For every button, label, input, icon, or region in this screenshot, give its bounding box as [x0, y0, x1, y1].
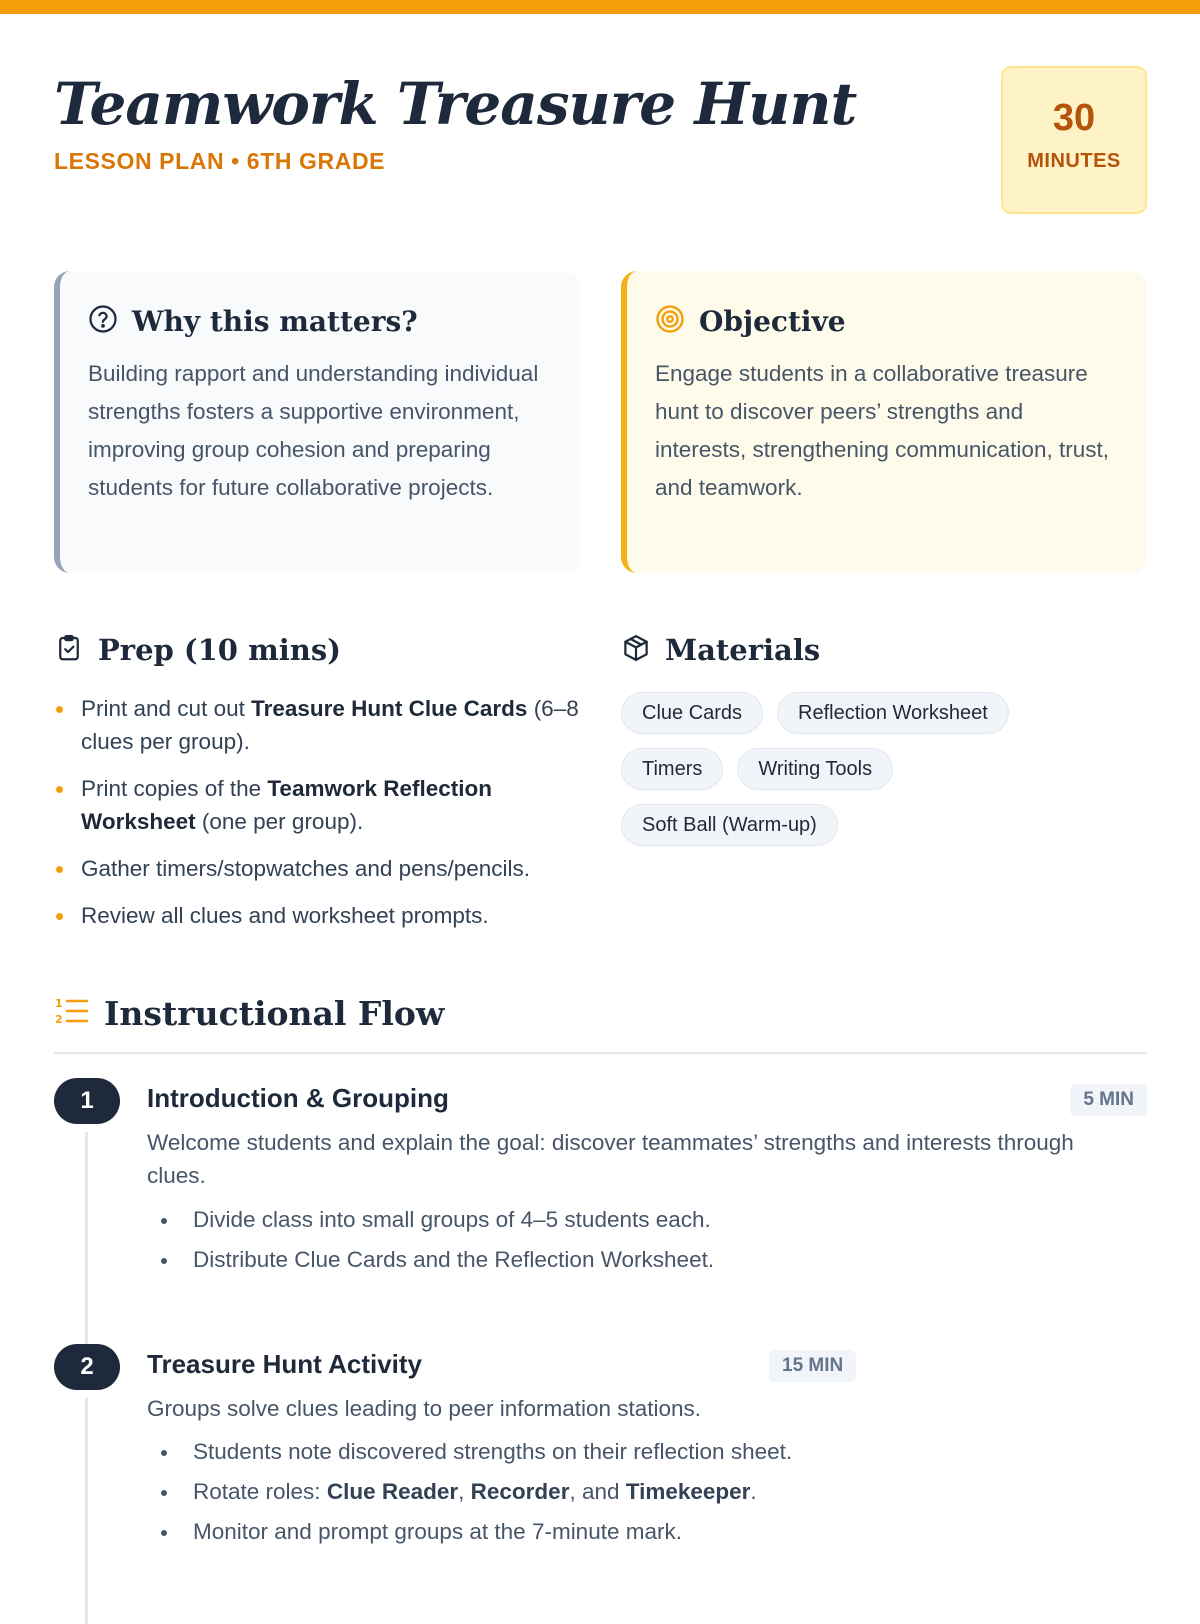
why-card: [54, 271, 580, 573]
prep-item: Print and cut out Treasure Hunt Clue Cards (6–8 clues per group).: [54, 692, 594, 758]
top-accent-bar: [0, 0, 1200, 14]
step-bullet: Students note discovered strengths on their reflection sheet.: [147, 1432, 1137, 1472]
instructional-flow-section: [54, 990, 1147, 1054]
question-circle-icon: [88, 304, 118, 339]
svg-text:1: 1: [55, 996, 63, 1010]
clipboard-check-icon: [54, 633, 84, 668]
materials-chips: [621, 692, 1101, 860]
why-card-title: Why this matters?: [132, 304, 418, 338]
step-connector: [85, 1398, 88, 1624]
numbered-list-icon: [54, 995, 90, 1032]
step-title: Introduction & Grouping: [147, 1083, 449, 1113]
duration-unit: MINUTES: [1027, 150, 1121, 172]
step-duration-badge: 5 MIN: [1070, 1084, 1147, 1116]
duration-value: 30: [1052, 97, 1096, 139]
material-chip: Soft Ball (Warm-up): [621, 804, 838, 846]
material-chip: Clue Cards: [621, 692, 763, 734]
target-icon: [655, 304, 685, 339]
package-icon: [621, 633, 651, 668]
prep-item: Review all clues and worksheet prompts.: [54, 899, 594, 932]
prep-section: [54, 628, 594, 946]
material-chip: Writing Tools: [737, 748, 893, 790]
material-chip: Reflection Worksheet: [777, 692, 1009, 734]
step-bullets: [147, 1432, 1137, 1552]
header: [54, 66, 1147, 216]
step-description: Groups solve clues leading to peer information stations.: [147, 1396, 702, 1421]
prep-item: Print copies of the Teamwork Reflection Worksheet (one per group).: [54, 772, 594, 838]
step-bullet: Divide class into small groups of 4–5 students each.: [147, 1200, 1137, 1240]
step-bullets: [147, 1200, 1137, 1280]
step-bullet: Distribute Clue Cards and the Reflection Worksheet.: [147, 1240, 1137, 1280]
step-number: 2: [54, 1344, 120, 1390]
material-chip: Timers: [621, 748, 723, 790]
objective-card-title: Objective: [699, 304, 846, 338]
page-subtitle: LESSON PLAN • 6TH GRADE: [54, 148, 386, 174]
step-connector: [85, 1132, 88, 1376]
step-bullet: Monitor and prompt groups at the 7-minute mark.: [147, 1512, 1137, 1552]
svg-text:2: 2: [55, 1012, 63, 1026]
why-card-body: Building rapport and understanding individual strengths fosters a supportive environment, improving group cohesion and preparing students for future collaborative projects.: [88, 361, 539, 500]
objective-card: [621, 271, 1147, 573]
step-number: 1: [54, 1078, 120, 1124]
objective-card-body: Engage students in a collaborative treasure hunt to discover peers’ strengths and interests, strengthening communication, trust, and teamwork.: [655, 361, 1109, 500]
step-duration-badge: 15 MIN: [769, 1350, 856, 1382]
prep-item: Gather timers/stopwatches and pens/pencils.: [54, 852, 594, 885]
prep-list: [54, 692, 594, 932]
materials-title: Materials: [665, 633, 821, 667]
duration-badge: [1001, 66, 1147, 214]
prep-title: Prep (10 mins): [98, 633, 341, 667]
step-title: Treasure Hunt Activity: [147, 1349, 423, 1379]
materials-section: [621, 628, 1147, 860]
flow-title: Instructional Flow: [104, 993, 445, 1033]
step-description: Welcome students and explain the goal: discover teammates’ strengths and interests through clues.: [147, 1130, 1074, 1188]
step-bullet: Rotate roles: Clue Reader, Recorder, and Timekeeper.: [147, 1472, 1137, 1512]
page-title: Teamwork Treasure Hunt: [54, 70, 857, 138]
